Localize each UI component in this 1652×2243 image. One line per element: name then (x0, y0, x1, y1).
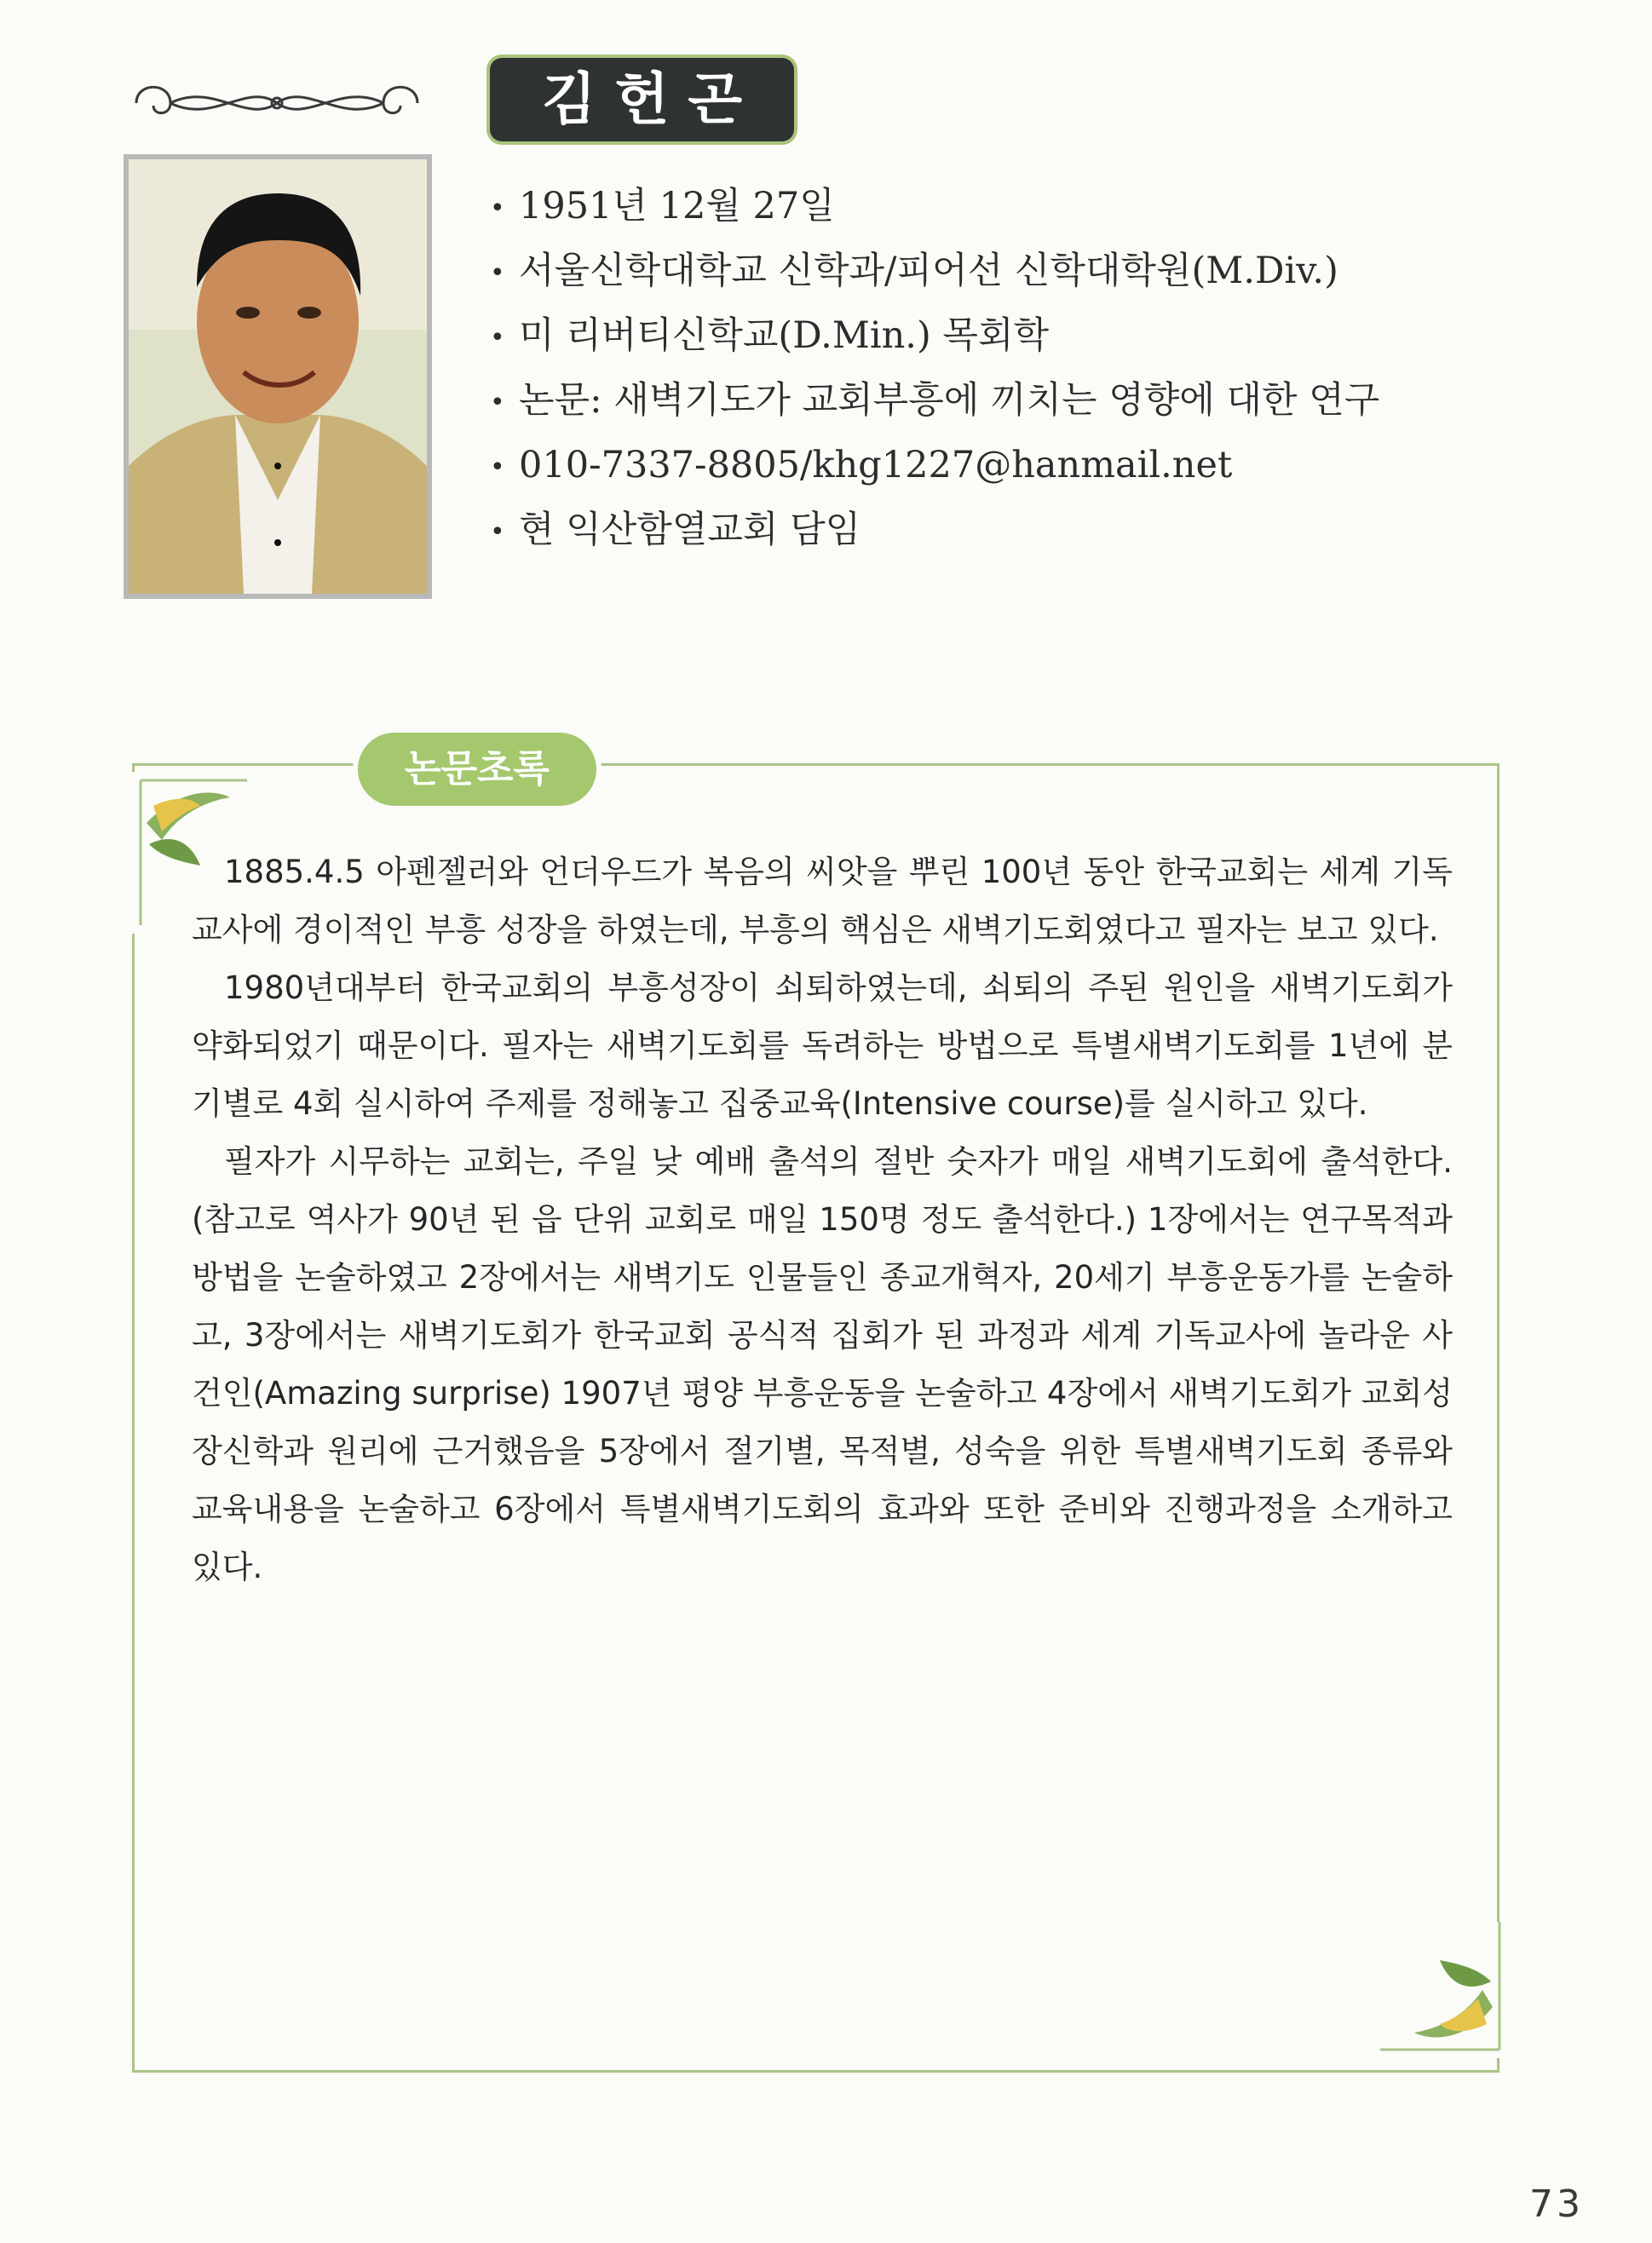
profile-item-birthdate: • 1951년 12월 27일 (490, 174, 1379, 239)
abstract-paragraph: 1885.4.5 아펜젤러와 언더우드가 복음의 씨앗을 뿌린 100년 동안 한국교회는 세계 기독교사에 경이적인 부흥 성장을 하였는데, 부흥의 핵심은 새벽기도회였다고 필자는 보고 있다. (192, 854, 1453, 948)
bullet-icon: • (490, 323, 505, 353)
scroll-ornament-icon (119, 73, 435, 133)
leaf-corner-icon (1380, 1922, 1517, 2058)
profile-list (490, 174, 1379, 562)
bullet-icon: • (490, 193, 505, 223)
abstract-title: 논문초록 (358, 733, 596, 806)
profile-item-thesis: • 논문: 새벽기도가 교회부흥에 끼치는 영향에 대한 연구 (490, 368, 1379, 433)
profile-item-position: • 현 익산함열교회 담임 (490, 497, 1379, 562)
bullet-icon: • (490, 388, 505, 417)
profile-item-degree: • 미 리버티신학교(D.Min.) 목회학 (490, 303, 1379, 368)
abstract-paragraph: 필자가 시무하는 교회는, 주일 낮 예배 출석의 절반 숫자가 매일 새벽기도회에 출석한다. (참고로 역사가 90년 된 읍 단위 교회로 매일 150명 정도 출석한다.) 1장에서는 연구목적과 방법을 논술하였고 2장에서는 새벽기도 인물들인 종교개혁자, 20세기 부흥운동가를 논술하고, 3장에서는 새벽기도회가 한국교회 공식적 집회가 된 과정과 세계 기독교사에 놀라운 사건인(Amazing surprise) 1907년 평양 부흥운동을 논술하고 4장에서 새벽기도회가 교회성장신학과 원리에 근거했음을 5장에서 절기별, 목적별, 성숙을 위한 특별새벽기도회 종류와 교육내용을 논술하고 6장에서 특별새벽기도회의 효과와 또한 준비와 진행과정을 소개하고 있다. (192, 1143, 1453, 1585)
bullet-icon: • (490, 452, 505, 482)
abstract-paragraph: 1980년대부터 한국교회의 부흥성장이 쇠퇴하였는데, 쇠퇴의 주된 원인을 새벽기도회가 약화되었기 때문이다. 필자는 새벽기도회를 독려하는 방법으로 특별새벽기도회를 1년에 분기별로 4회 실시하여 주제를 정해놓고 집중교육(Intensive course)를 실시하고 있다. (192, 969, 1453, 1122)
profile-item-education: • 서울신학대학교 신학과/피어선 신학대학원(M.Div.) (490, 239, 1379, 303)
author-portrait (124, 154, 432, 599)
page-number: 73 (1529, 2183, 1584, 2226)
bullet-icon: • (490, 258, 505, 288)
profile-item-contact: • 010-7337-8805/khg1227@hanmail.net (490, 433, 1379, 497)
bullet-icon: • (490, 517, 505, 547)
abstract-body (192, 843, 1453, 1596)
author-name: 김헌곤 (490, 58, 794, 141)
